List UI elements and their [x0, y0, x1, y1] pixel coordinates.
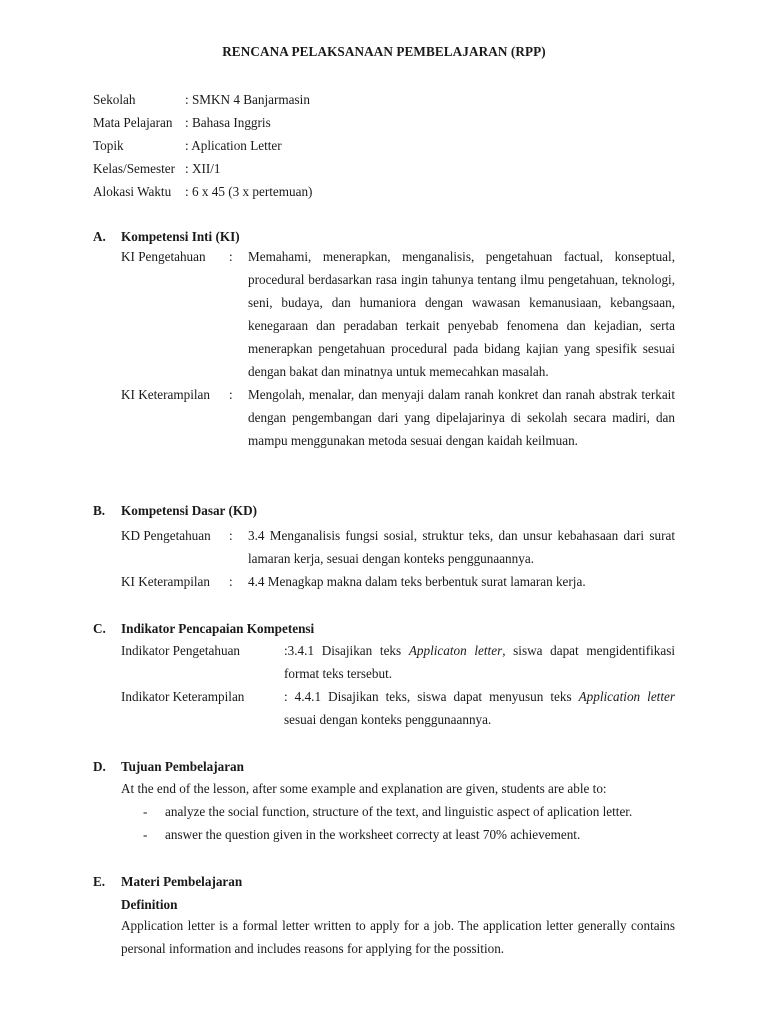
section-a-content [121, 245, 675, 452]
list-item-text: analyze the social function, structure of the text, and linguistic aspect of aplication letter. [165, 804, 633, 819]
indikator-pengetahuan-row [121, 639, 675, 685]
tujuan-intro: At the end of the lesson, after some example and explanation are given, students are able to: [121, 781, 607, 796]
indikator-keterampilan-text: : 4.4.1 Disajikan teks, siswa dapat menyusun teks Application letter sesuai dengan konteks penggunaannya. [284, 689, 675, 727]
identity-row [93, 180, 312, 203]
identity-row [93, 88, 312, 111]
section-c-title: Indikator Pencapaian Kompetensi [121, 621, 315, 636]
kd-keterampilan-row: KI Keterampilan : 4.4 Menagkap makna dalam teks berbentuk surat lamaran kerja. [121, 570, 675, 593]
kd-pengetahuan-row: KD Pengetahuan : 3.4 Menganalisis fungsi sosial, struktur teks, dan unsur kebahasaan dari surat lamaran kerja, sesuai dengan konteks penggunaannya. [121, 524, 675, 570]
section-e-title: Materi Pembelajaran [121, 874, 243, 889]
document-title: RENCANA PELAKSANAAN PEMBELAJARAN (RPP) [222, 44, 546, 59]
section-d-letter: D. [93, 759, 106, 774]
section-e-letter: E. [93, 874, 106, 889]
identity-label: Sekolah [93, 92, 136, 107]
list-item [121, 800, 675, 823]
definition-text: Application letter is a formal letter written to apply for a job. The application letter generally contains personal information and includes reasons for applying for the possition. [121, 918, 675, 956]
identity-value: : Bahasa Inggris [185, 115, 271, 130]
bullet-dash: - [143, 804, 148, 819]
identity-label: Alokasi Waktu [93, 184, 172, 199]
section-d-title: Tujuan Pembelajaran [121, 759, 244, 774]
section-e-content [121, 895, 675, 960]
identity-row [93, 111, 312, 134]
ki-keterampilan-text: Mengolah, menalar, dan menyaji dalam ranah konkret dan ranah abstrak terkait dengan pengembangan dari yang dipelajarinya di sekolah secara madiri, dan mampu menggunakan metoda sesuai dengan kaidah keilmuan. [248, 387, 675, 448]
ki-pengetahuan-row: KI Pengetahuan : Memahami, menerapkan, menganalisis, pengetahuan factual, konseptual, procedural berdasarkan rasa ingin tahunya tentang ilmu pengetahuan, teknologi, seni, budaya, dan humaniora dengan wawasan kemanusiaan, kebangsaan, kenegaraan dan peradaban terkait penyebab fenomena dan kejadian, serta menerapkan pengetahuan procedural pada bidang kajian yang spesifik sesuai dengan bakat dan minatnya untuk memecahkan masalah. [121, 245, 675, 383]
identity-value: : SMKN 4 Banjarmasin [185, 92, 310, 107]
identity-value: : Aplication Letter [185, 138, 282, 153]
section-c-content [121, 639, 675, 731]
list-item [121, 823, 675, 846]
indikator-keterampilan-row [121, 685, 675, 731]
identity-label: Mata Pelajaran [93, 115, 173, 130]
ki-keterampilan-label: KI Keterampilan [121, 387, 210, 402]
section-a-letter: A. [93, 229, 106, 244]
section-c-letter: C. [93, 621, 106, 636]
section-d-content [121, 777, 675, 846]
bullet-dash: - [143, 827, 148, 842]
ki-pengetahuan-label: KI Pengetahuan [121, 249, 206, 264]
kd-pengetahuan-label: KD Pengetahuan [121, 528, 211, 543]
definition-heading: Definition [121, 897, 178, 912]
section-b-content [121, 524, 675, 593]
kd-keterampilan-label: KI Keterampilan [121, 574, 210, 589]
identity-label: Kelas/Semester [93, 161, 176, 176]
identity-row [93, 157, 312, 180]
identity-row [93, 134, 312, 157]
ki-pengetahuan-text: Memahami, menerapkan, menganalisis, pengetahuan factual, konseptual, procedural berdasarkan rasa ingin tahunya tentang ilmu pengetahuan, teknologi, seni, budaya, dan humaniora dengan wawasan kemanusiaan, kebangsaan, kenegaraan dan peradaban terkait penyebab fenomena dan kejadian, serta menerapkan pengetahuan procedural pada bidang kajian yang spesifik sesuai dengan bakat dan minatnya untuk memecahkan masalah. [248, 249, 675, 379]
identity-label: Topik [93, 138, 124, 153]
section-a-title: Kompetensi Inti (KI) [121, 229, 240, 244]
identity-value: : XII/1 [185, 161, 221, 176]
indikator-pengetahuan-label: Indikator Pengetahuan [121, 643, 241, 658]
indikator-keterampilan-label: Indikator Keterampilan [121, 689, 245, 704]
ki-keterampilan-row: KI Keterampilan : Mengolah, menalar, dan menyaji dalam ranah konkret dan ranah abstrak terkait dengan pengembangan dari yang dipelajarinya di sekolah secara madiri, dan mampu menggunakan metoda sesuai dengan kaidah keilmuan. [121, 383, 675, 452]
identity-block [93, 88, 312, 203]
section-b-title: Kompetensi Dasar (KD) [121, 503, 258, 518]
kd-pengetahuan-text: 3.4 Menganalisis fungsi sosial, struktur teks, dan unsur kebahasaan dari surat lamaran kerja, sesuai dengan konteks penggunaannya. [248, 528, 675, 566]
kd-keterampilan-text: 4.4 Menagkap makna dalam teks berbentuk surat lamaran kerja. [248, 574, 586, 589]
list-item-text: answer the question given in the worksheet correcty at least 70% achievement. [165, 827, 581, 842]
identity-value: : 6 x 45 (3 x pertemuan) [185, 184, 313, 199]
indikator-pengetahuan-text: :3.4.1 Disajikan teks Applicaton letter, siswa dapat mengidentifikasi format teks tersebut. [284, 643, 675, 681]
section-b-letter: B. [93, 503, 106, 518]
